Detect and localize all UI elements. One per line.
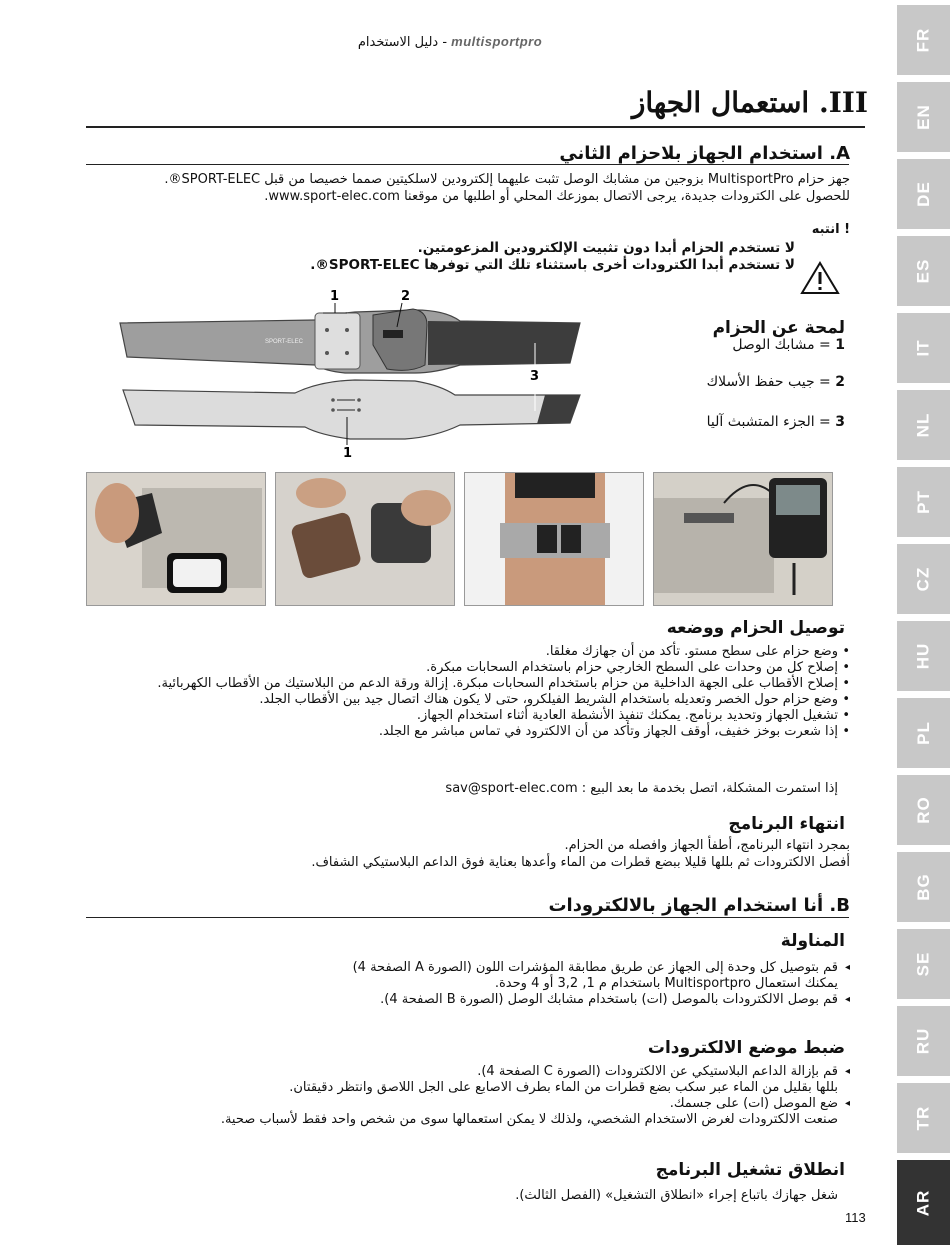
snap-connector xyxy=(331,408,335,412)
start-title: انطلاق تشغيل البرنامج xyxy=(655,1160,845,1180)
list-item: • تشغيل الجهاز وتحديد برنامج. يمكنك تنفيذ الأنشطة العادية أثناء استخدام الجهاز. xyxy=(120,708,850,724)
end-line: بمجرد انتهاء البرنامج، أطفأ الجهاز وافصله من الحزام. xyxy=(564,838,850,853)
legend-text: = الجزء المتشبث آليا xyxy=(706,414,831,430)
list-item: ◂ ضع الموصل (ات) على جسمك. xyxy=(105,1096,850,1112)
section-a-title: A. استخدام الجهاز بلاحزام الثاني xyxy=(559,143,850,164)
belt-overview-title: لمحة عن الحزام xyxy=(712,318,845,338)
list-item-continuation: يمكنك استعمال Multisportpro باستخدام م 1, 3,2 أو 4 وحدة. xyxy=(494,976,838,991)
list-item-continuation: بللها بقليل من الماء عبر سكب بضع قطرات من الماء بطرف الاصابع على الجل اللاصق وانتظر دقيقتان. xyxy=(289,1080,838,1095)
tab-nl[interactable]: NL xyxy=(897,390,950,460)
tab-ro[interactable]: RO xyxy=(897,775,950,845)
section-b-rule xyxy=(86,917,849,918)
tab-bg[interactable]: BG xyxy=(897,852,950,922)
belt-top-velcro xyxy=(428,321,580,365)
end-line: أفصل الالكترودات ثم بللها قليلا ببضع قطرات من الماء وأعدها بعناية فوق الداعم البلاستيكي الشفاف. xyxy=(311,855,850,870)
callout-1: 1 xyxy=(330,289,340,304)
pocket-slot xyxy=(383,330,403,338)
warning-text xyxy=(310,240,795,274)
legend-text: = مشابك الوصل xyxy=(732,337,831,353)
brand-logo: multisportpro xyxy=(451,34,543,49)
tab-pt[interactable]: PT xyxy=(897,467,950,537)
start-text: شغل جهازك باتباع إجراء «انطلاق التشغيل» (الفصل الثالث). xyxy=(515,1188,838,1203)
section-b-title: B. أنا استخدام الجهاز بالالكترودات xyxy=(548,895,850,916)
list-item: • وضع حزام على سطح مستو. تأكد من أن جهازك مغلقا. xyxy=(120,644,850,660)
snap-connector xyxy=(357,398,361,402)
tab-ru[interactable]: RU xyxy=(897,1006,950,1076)
support-line: إذا استمرت المشكلة، اتصل بخدمة ما بعد البيع : sav@sport-elec.com xyxy=(445,781,838,796)
connect-title: توصيل الحزام ووضعه xyxy=(666,618,845,638)
tab-de[interactable]: DE xyxy=(897,159,950,229)
list-item: • وضع حزام حول الخصر وتعديله باستخدام الشريط الفيلكرو، حتى لا يكون هناك اتصال جيد بين الأقطاب الجلد. xyxy=(120,692,850,708)
legend-number: 3 xyxy=(835,414,845,430)
section-a-intro xyxy=(164,171,850,205)
warning-line: لا تستخدم أبدا الكترودات أخرى باستثناء تلك التي توفرها SPORT-ELEC®. xyxy=(310,257,795,273)
photo-device-connection xyxy=(86,472,266,606)
tab-fr[interactable]: FR xyxy=(897,5,950,75)
running-header xyxy=(300,34,600,50)
list-item: • إذا شعرت بوخز خفيف، أوقف الجهاز وتأكد من أن الالكترود في تماس مباشر مع الجلد. xyxy=(120,724,850,740)
snap-connector xyxy=(325,351,329,355)
snap-connector xyxy=(325,328,329,332)
intro-line: للحصول على الكترودات جديدة، يرجى الاتصال بموزعك المحلي أو اطلبها من موقعنا www.sport-elec.com. xyxy=(264,189,850,204)
list-item: • إصلاح الأقطاب على الجهة الداخلية من حزام باستخدام السحابات مبكرة. إزالة ورقة الدعم من البلاستيك من الأقطاب الكهربائية. xyxy=(120,676,850,692)
warning-line: لا تستخدم الحزام أبدا دون تثبيت الإلكترودين المزعومتين. xyxy=(417,240,795,256)
list-item: ◂ قم بإزالة الداعم البلاستيكي عن الالكترودات (الصورة C الصفحة 4). xyxy=(105,1064,850,1080)
language-tabs xyxy=(897,0,950,1245)
tab-it[interactable]: IT xyxy=(897,313,950,383)
tab-ar[interactable]: AR xyxy=(897,1160,950,1245)
warning-icon xyxy=(800,260,840,296)
tab-tr[interactable]: TR xyxy=(897,1083,950,1153)
photo-belt-worn xyxy=(464,472,644,606)
callout-1-bottom: 1 xyxy=(343,446,353,460)
photo-electrode-placement xyxy=(275,472,455,606)
legend-text: = جيب حفظ الأسلاك xyxy=(706,374,831,390)
snap-connector xyxy=(345,351,349,355)
callout-2: 2 xyxy=(401,289,411,304)
list-item: ◂ قم بتوصيل كل وحدة إلى الجهاز عن طريق مطابقة المؤشرات اللون (الصورة A الصفحة 4) xyxy=(150,960,850,976)
legend-number: 2 xyxy=(835,374,845,390)
legend-number: 1 xyxy=(835,337,845,353)
photo-remote-attach xyxy=(653,472,833,606)
snap-connector xyxy=(331,398,335,402)
end-program-title: انتهاء البرنامج xyxy=(728,814,845,834)
connect-list xyxy=(120,644,850,740)
legend-item-3 xyxy=(707,414,845,431)
handling-title: المناولة xyxy=(780,931,845,951)
snap-connector xyxy=(345,328,349,332)
list-item: • إصلاح كل من وحدات على السطح الخارجي حزام باستخدام السحابات مبكرة. xyxy=(120,660,850,676)
belt-label: SPORT-ELEC xyxy=(265,339,303,345)
list-item: ◂ قم بوصل الالكترودات بالموصل (ات) باستخدام مشابك الوصل (الصورة B الصفحة 4). xyxy=(150,992,850,1008)
tab-hu[interactable]: HU xyxy=(897,621,950,691)
legend-item-2 xyxy=(707,374,845,391)
warning-title: ! انتبه xyxy=(811,222,850,237)
placement-list xyxy=(105,1064,850,1128)
list-item-continuation: صنعت الالكترودات لغرض الاستخدام الشخصي، ولذلك لا يمكن استعمالها سوى من شخص واحد فقط لأسباب صحية. xyxy=(220,1112,838,1127)
tab-es[interactable]: ES xyxy=(897,236,950,306)
handling-list xyxy=(150,960,850,1008)
belt-diagram xyxy=(115,285,585,460)
tab-cz[interactable]: CZ xyxy=(897,544,950,614)
chapter-title: III. استعمال الجهاز xyxy=(631,86,868,119)
tab-pl[interactable]: PL xyxy=(897,698,950,768)
chapter-rule xyxy=(86,126,865,128)
section-a-rule xyxy=(86,164,849,165)
end-program-text xyxy=(311,837,850,871)
legend-item-1 xyxy=(732,337,845,354)
connector-panel xyxy=(315,313,360,369)
callout-3: 3 xyxy=(530,369,540,384)
placement-title: ضبط موضع الالكترودات xyxy=(647,1038,845,1058)
page-number: 113 xyxy=(845,1210,866,1225)
tab-en[interactable]: EN xyxy=(897,82,950,152)
header-subtitle: - دليل الاستخدام xyxy=(357,35,448,50)
intro-line: جهز حزام MultisportPro بزوجين من مشابك الوصل تثبت عليهما إلكترودين لاسلكيتين صمما خصيصا من قبل SPORT-ELEC®. xyxy=(164,172,850,187)
snap-connector xyxy=(357,408,361,412)
tab-se[interactable]: SE xyxy=(897,929,950,999)
